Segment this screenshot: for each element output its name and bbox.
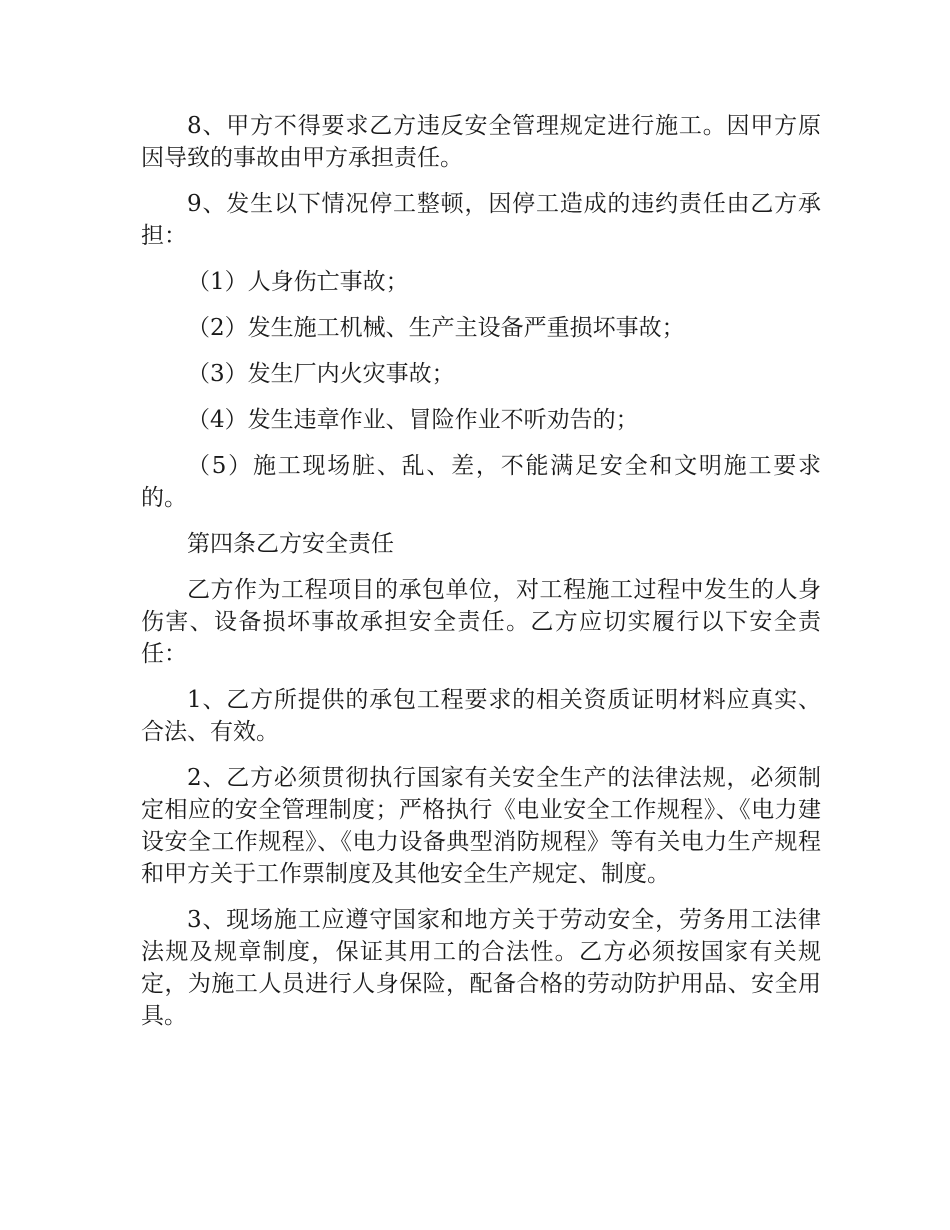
clause-8: 8、甲方不得要求乙方违反安全管理规定进行施工。因甲方原因导致的事故由甲方承担责任。 [141,113,821,171]
article-4-intro: 乙方作为工程项目的承包单位，对工程施工过程中发生的人身伤害、设备损坏事故承担安全责任。乙方应切实履行以下安全责任： [141,577,821,667]
article-4-item-2: 2、乙方必须贯彻执行国家有关安全生产的法律法规，必须制定相应的安全管理制度；严格执行《电业安全工作规程》、《电力建设安全工作规程》、《电力设备典型消防规程》等有关电力生产规程和甲方关于工作票制度及其他安全生产规定、制度。 [141,765,821,887]
sub-item-1: （1）人身伤亡事故； [187,269,409,295]
sub-item-4: （4）发生违章作业、冒险作业不听劝告的； [187,407,639,433]
sub-item-3: （3）发生厂内火灾事故； [187,361,455,387]
article-4-heading: 第四条乙方安全责任 [187,531,394,557]
article-4-item-1: 1、乙方所提供的承包工程要求的相关资质证明材料应真实、合法、有效。 [141,687,821,745]
sub-item-5: （5）施工现场脏、乱、差，不能满足安全和文明施工要求的。 [141,453,821,511]
document-body [141,110,821,1046]
clause-9: 9、发生以下情况停工整顿，因停工造成的违约责任由乙方承担： [141,191,821,249]
sub-item-2: （2）发生施工机械、生产主设备严重损坏事故； [187,315,685,341]
article-4-item-3: 3、现场施工应遵守国家和地方关于劳动安全，劳务用工法律法规及规章制度，保证其用工的合法性。乙方必须按国家有关规定，为施工人员进行人身保险，配备合格的劳动防护用品、安全用具。 [141,907,821,1029]
